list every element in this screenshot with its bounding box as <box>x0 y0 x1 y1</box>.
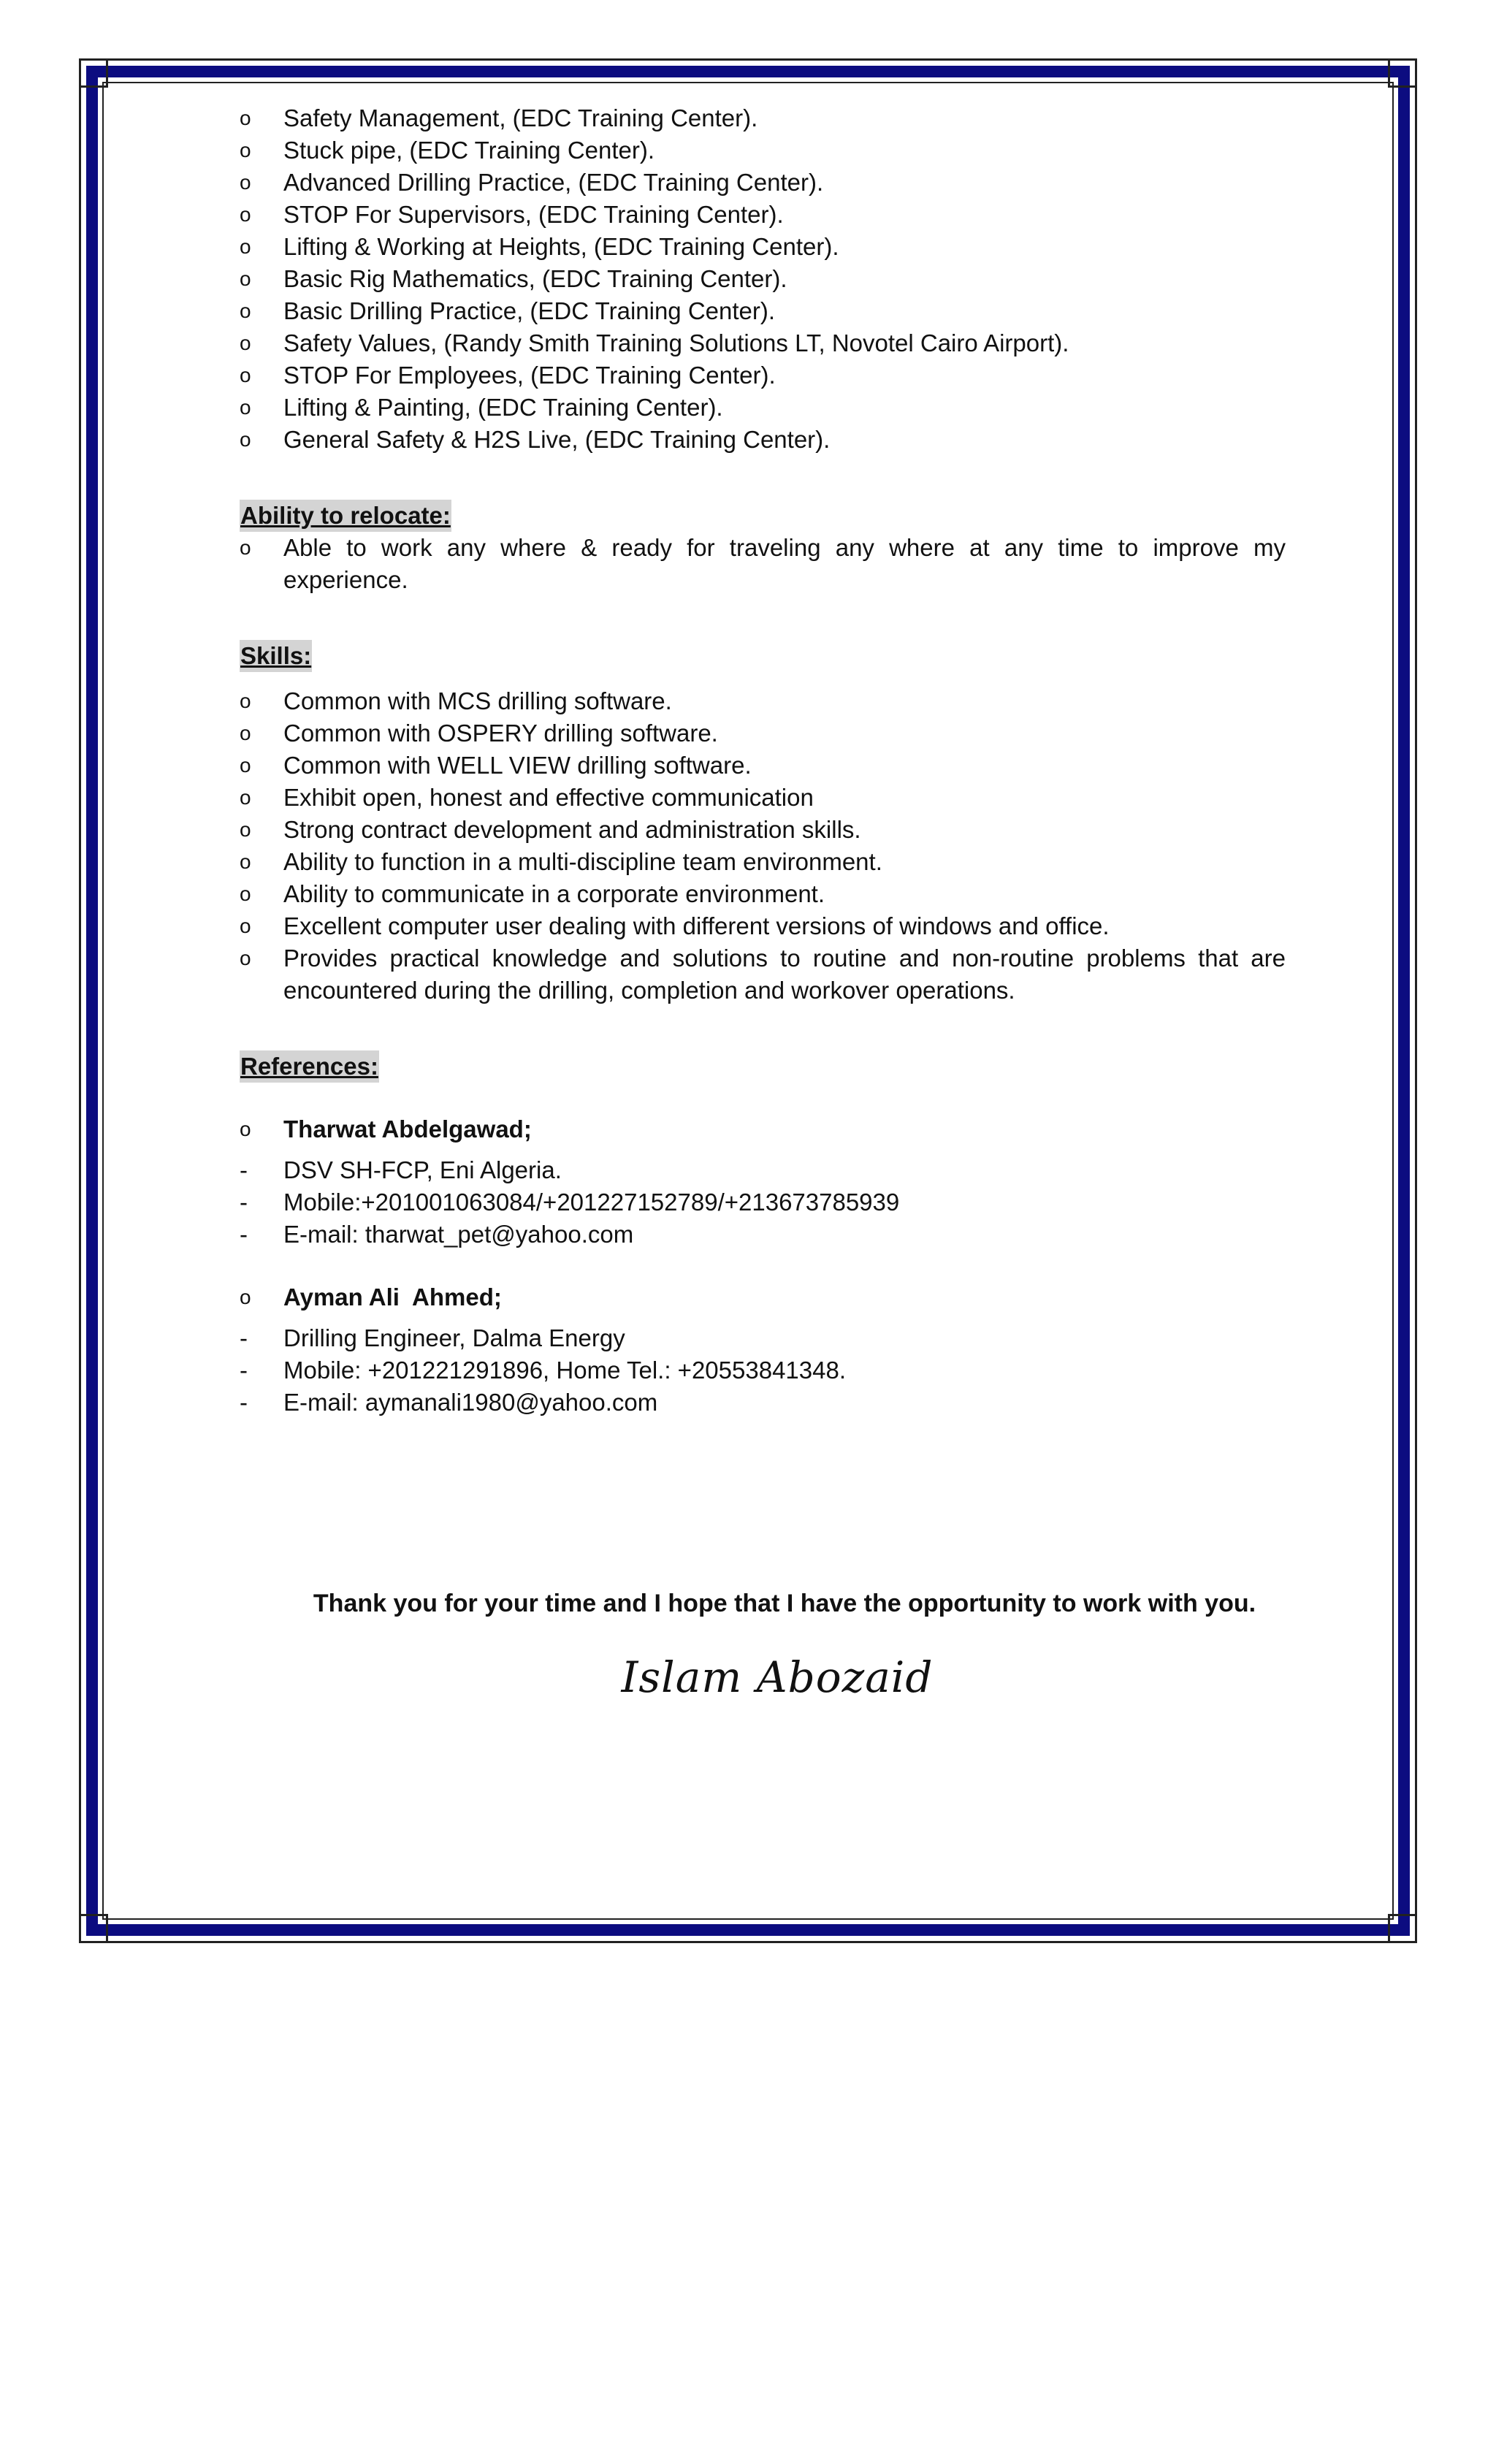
bullet-icon: o <box>240 1118 251 1140</box>
reference-details <box>240 1154 1286 1251</box>
list-item: o Basic Rig Mathematics, (EDC Training Center). <box>240 263 1286 295</box>
skills-list <box>240 685 1286 1007</box>
reference-name-list <box>240 1113 1286 1145</box>
reference-details <box>240 1322 1286 1419</box>
reference-name: Ayman Ali Ahmed; <box>283 1284 502 1311</box>
list-item: o Lifting & Painting, (EDC Training Center). <box>240 392 1286 424</box>
list-item: o Strong contract development and administration skills. <box>240 814 1286 846</box>
list-item: o Excellent computer user dealing with different versions of windows and office. <box>240 910 1286 942</box>
list-item: o Basic Drilling Practice, (EDC Training Center). <box>240 295 1286 327</box>
relocate-heading: Ability to relocate: <box>240 500 451 532</box>
list-item: o General Safety & H2S Live, (EDC Training Center). <box>240 424 1286 456</box>
list-item: o Advanced Drilling Practice, (EDC Training Center). <box>240 167 1286 199</box>
bullet-icon: o <box>240 722 251 744</box>
bullet-icon: o <box>240 818 251 841</box>
list-item: o Safety Values, (Randy Smith Training Solutions LT, Novotel Cairo Airport). <box>240 327 1286 359</box>
list-item: - E-mail: aymanali1980@yahoo.com <box>240 1387 1286 1419</box>
dash-icon: - <box>240 1389 248 1416</box>
dash-icon: - <box>240 1156 248 1183</box>
list-item: - Drilling Engineer, Dalma Energy <box>240 1322 1286 1354</box>
dash-icon: - <box>240 1357 248 1384</box>
bullet-icon: o <box>240 332 251 354</box>
bullet-icon: o <box>240 235 251 258</box>
frame-corner-bottom-left <box>79 1914 108 1943</box>
list-item: o Common with MCS drilling software. <box>240 685 1286 717</box>
bullet-icon: o <box>240 396 251 419</box>
list-item: o Able to work any where & ready for traveling any where at any time to improve my experience. <box>240 532 1286 596</box>
frame-corner-bottom-right <box>1388 1914 1417 1943</box>
list-item: - Mobile:+201001063084/+201227152789/+213673785939 <box>240 1186 1286 1218</box>
bullet-icon: o <box>240 171 251 194</box>
list-item: o Common with WELL VIEW drilling software. <box>240 750 1286 782</box>
dash-icon: - <box>240 1324 248 1351</box>
bullet-icon: o <box>240 300 251 322</box>
frame-corner-top-right <box>1388 58 1417 88</box>
list-item: o Exhibit open, honest and effective communication <box>240 782 1286 814</box>
list-item: o Safety Management, (EDC Training Center). <box>240 102 1286 134</box>
signature: Islam Abozaid <box>621 1652 934 1702</box>
list-item: o Ability to communicate in a corporate environment. <box>240 878 1286 910</box>
list-item: o Common with OSPERY drilling software. <box>240 717 1286 750</box>
list-item <box>240 1113 1286 1145</box>
bullet-icon: o <box>240 428 251 451</box>
reference-name-list <box>240 1281 1286 1313</box>
skills-section <box>240 640 1286 1007</box>
closing-statement: Thank you for your time and I hope that I have the opportunity to work with you. <box>313 1590 1256 1617</box>
frame-corner-top-left <box>79 58 108 88</box>
bullet-icon: o <box>240 203 251 226</box>
bullet-icon: o <box>240 1286 251 1308</box>
list-item: - DSV SH-FCP, Eni Algeria. <box>240 1154 1286 1186</box>
bullet-icon: o <box>240 915 251 937</box>
dash-icon: - <box>240 1189 248 1216</box>
references-section <box>240 1050 1286 1419</box>
bullet-icon: o <box>240 267 251 290</box>
bullet-icon: o <box>240 536 251 559</box>
bullet-icon: o <box>240 947 251 969</box>
list-item: o Provides practical knowledge and solutions to routine and non-routine problems that are encountered during the drilling, completion and workover operations. <box>240 942 1286 1007</box>
bullet-icon: o <box>240 850 251 873</box>
bullet-icon: o <box>240 882 251 905</box>
list-item: o STOP For Employees, (EDC Training Center). <box>240 359 1286 392</box>
bullet-icon: o <box>240 690 251 712</box>
list-item: - Mobile: +201221291896, Home Tel.: +20553841348. <box>240 1354 1286 1387</box>
bullet-icon: o <box>240 107 251 129</box>
list-item: o Stuck pipe, (EDC Training Center). <box>240 134 1286 167</box>
bullet-icon: o <box>240 754 251 777</box>
relocate-section <box>240 500 1286 596</box>
reference-name: Tharwat Abdelgawad; <box>283 1115 532 1143</box>
relocate-list <box>240 532 1286 596</box>
list-item: o Lifting & Working at Heights, (EDC Training Center). <box>240 231 1286 263</box>
training-list <box>240 102 1286 456</box>
list-item: - E-mail: tharwat_pet@yahoo.com <box>240 1218 1286 1251</box>
reference-entry <box>240 1281 1286 1419</box>
resume-content <box>240 102 1286 1419</box>
dash-icon: - <box>240 1221 248 1248</box>
list-item: o Ability to function in a multi-discipline team environment. <box>240 846 1286 878</box>
list-item <box>240 1281 1286 1313</box>
skills-heading: Skills: <box>240 640 312 672</box>
bullet-icon: o <box>240 786 251 809</box>
list-item: o STOP For Supervisors, (EDC Training Center). <box>240 199 1286 231</box>
reference-entry <box>240 1113 1286 1251</box>
references-heading: References: <box>240 1050 379 1083</box>
bullet-icon: o <box>240 364 251 386</box>
bullet-icon: o <box>240 139 251 161</box>
